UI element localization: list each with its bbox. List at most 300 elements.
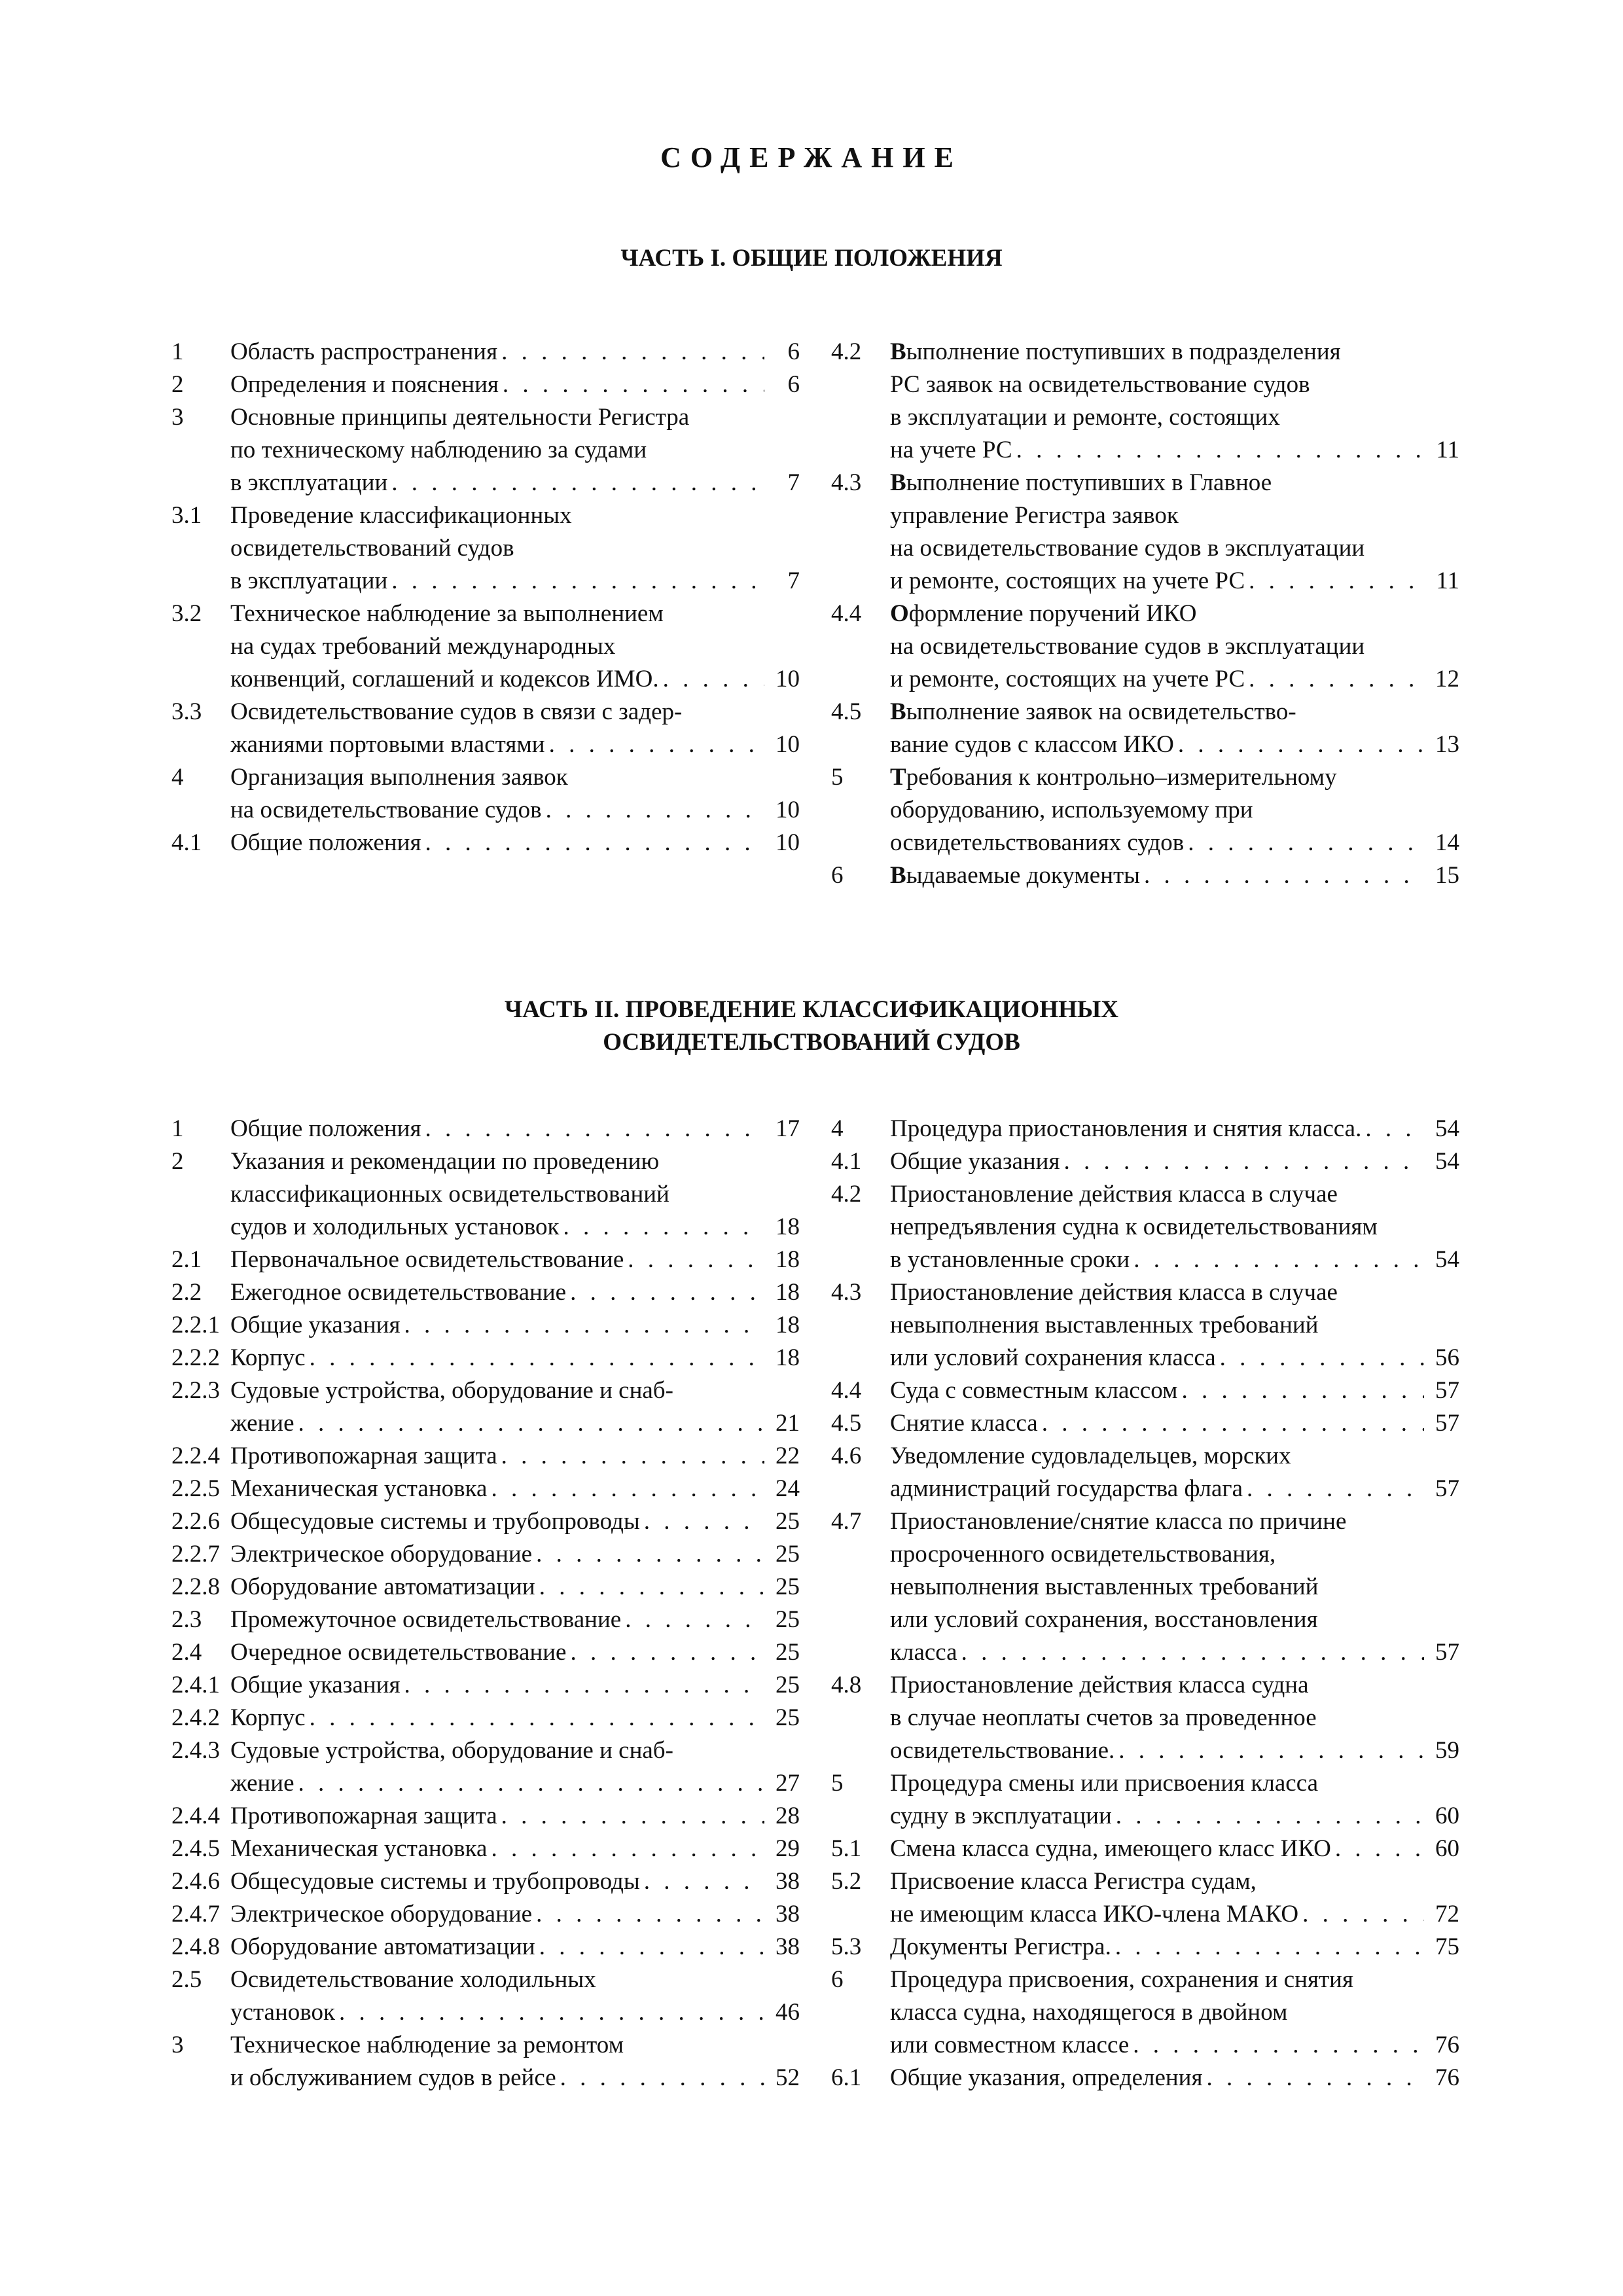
toc-entry-number: 4.1 bbox=[171, 829, 202, 856]
toc-entry-page: 13 bbox=[1435, 731, 1459, 758]
toc-entry-page: 25 bbox=[776, 1508, 800, 1535]
part1-heading: ЧАСТЬ I. ОБЩИЕ ПОЛОЖЕНИЯ bbox=[620, 245, 1003, 272]
toc-entry-page: 25 bbox=[776, 1541, 800, 1568]
toc-entry-title-line: по техническому наблюдению за судами bbox=[230, 437, 647, 463]
toc-entry-title-line: Противопожарная защита bbox=[230, 1443, 497, 1469]
toc-entry-page: 12 bbox=[1435, 666, 1459, 692]
toc-entry-title-line: Область распространения bbox=[230, 338, 498, 365]
toc-entry-page: 14 bbox=[1435, 829, 1459, 856]
toc-entry-number: 4 bbox=[171, 764, 184, 791]
toc-entry-number: 2.2.1 bbox=[171, 1312, 220, 1338]
dot-leader bbox=[1203, 2062, 1425, 2094]
toc-entry-page: 57 bbox=[1435, 1410, 1459, 1437]
toc-entry-title-line: в установленные сроки bbox=[890, 1246, 1130, 1273]
dot-leader bbox=[1174, 728, 1424, 761]
toc-entry-title-line: в случае неоплаты счетов за проведенное bbox=[890, 1704, 1317, 1731]
toc-entry-page: 29 bbox=[776, 1835, 800, 1862]
toc-entry-page: 76 bbox=[1435, 2064, 1459, 2091]
toc-entry bbox=[171, 1734, 800, 1800]
toc-entry-number: 2.3 bbox=[171, 1606, 202, 1633]
toc-entry-number: 2.4.1 bbox=[171, 1672, 220, 1698]
toc-entry-title-line: Очередное освидетельствование bbox=[230, 1639, 567, 1666]
dot-leader bbox=[1331, 1833, 1424, 1865]
toc-entry-title-line: или совместном классе bbox=[890, 2032, 1130, 2058]
toc-entry-title-line: или условий сохранения класса bbox=[890, 1344, 1216, 1371]
toc-entry bbox=[171, 1244, 800, 1276]
dot-leader bbox=[294, 1407, 764, 1440]
toc-entry bbox=[171, 1800, 800, 1833]
toc-entry-title-line: просроченного освидетельствования, bbox=[890, 1541, 1276, 1568]
toc-entry-title-line: освидетельствованиях судов bbox=[890, 829, 1185, 856]
toc-entry-number: 3.2 bbox=[171, 600, 202, 627]
toc-entry-page: 10 bbox=[776, 666, 800, 692]
toc-entry-number: 4.5 bbox=[831, 698, 862, 725]
toc-entry-number: 2.4.6 bbox=[171, 1868, 220, 1895]
toc-entry-title-line: Механическая установка bbox=[230, 1835, 488, 1862]
toc-entry-title-line: судов и холодильных установок bbox=[230, 1213, 560, 1240]
toc-entry-page: 18 bbox=[776, 1213, 800, 1240]
toc-entry-title-line: Судовые устройства, оборудование и снаб- bbox=[230, 1377, 673, 1404]
toc-entry-title-line: на судах требований международных bbox=[230, 633, 616, 660]
toc-entry-title-line: классификационных освидетельствований bbox=[230, 1181, 669, 1208]
toc-entry bbox=[171, 696, 800, 761]
toc-entry-title-line: на учете РС bbox=[890, 437, 1012, 463]
toc-entry-title-line: Общие указания, определения bbox=[890, 2064, 1203, 2091]
toc-entry-title-line: Требования к контрольно–измерительному bbox=[890, 764, 1337, 791]
toc-entry bbox=[171, 401, 800, 499]
toc-entry-title-line: Приостановление действия класса судна bbox=[890, 1672, 1309, 1698]
toc-entry-title-line: класса bbox=[890, 1639, 957, 1666]
dot-leader bbox=[487, 1473, 764, 1505]
toc-entry-title-line: Процедура присвоения, сохранения и снятия bbox=[890, 1966, 1353, 1993]
toc-entry-number: 4 bbox=[831, 1115, 844, 1142]
toc-entry-number: 5.3 bbox=[831, 1933, 862, 1960]
toc-entry bbox=[171, 1342, 800, 1374]
toc-entry-page: 54 bbox=[1435, 1246, 1459, 1273]
dot-leader bbox=[401, 1669, 764, 1702]
toc-entry-number: 2.4 bbox=[171, 1639, 202, 1666]
dot-leader bbox=[497, 336, 764, 368]
dot-leader bbox=[556, 2062, 764, 2094]
toc-entry bbox=[171, 761, 800, 827]
part2-left-column bbox=[171, 1113, 800, 2094]
dot-leader bbox=[1184, 827, 1424, 859]
dot-leader bbox=[532, 1538, 764, 1571]
toc-entry-number: 2.2.8 bbox=[171, 1573, 220, 1600]
toc-entry-title-line: Процедура приостановления и снятия класса. bbox=[890, 1115, 1362, 1142]
toc-entry-title-line: конвенций, соглашений и кодексов ИМО. bbox=[230, 666, 659, 692]
toc-entry-page: 57 bbox=[1435, 1475, 1459, 1502]
toc-entry-title-line: установок bbox=[230, 1999, 335, 2026]
dot-leader bbox=[1129, 2029, 1424, 2062]
toc-entry-page: 25 bbox=[776, 1704, 800, 1731]
dot-leader bbox=[535, 1571, 764, 1604]
toc-entry-number: 2.2.7 bbox=[171, 1541, 220, 1568]
toc-entry-page: 6 bbox=[787, 371, 800, 398]
part2-right-column bbox=[831, 1113, 1459, 2094]
toc-entry-page: 24 bbox=[776, 1475, 800, 1502]
toc-entry-page: 38 bbox=[776, 1901, 800, 1928]
toc-entry-title-line: на освидетельствование судов bbox=[230, 797, 542, 823]
toc-entry-title-line: Электрическое оборудование bbox=[230, 1541, 533, 1568]
toc-entry bbox=[171, 1865, 800, 1898]
toc-entry-title-line: в эксплуатации и ремонте, состоящих bbox=[890, 404, 1280, 431]
toc-entry-page: 15 bbox=[1435, 862, 1459, 889]
toc-entry-title-line: на освидетельствование судов в эксплуатации bbox=[890, 535, 1365, 562]
toc-entry-title-line: Основные принципы деятельности Регистра bbox=[230, 404, 690, 431]
toc-entry-number: 6 bbox=[831, 1966, 844, 1993]
toc-entry bbox=[171, 368, 800, 401]
toc-entry bbox=[831, 1669, 1459, 1767]
dot-leader bbox=[532, 1898, 764, 1931]
toc-entry bbox=[831, 1178, 1459, 1276]
toc-entry-title-line: освидетельствований судов bbox=[230, 535, 514, 562]
toc-entry bbox=[831, 1767, 1459, 1833]
toc-entry-title-line: Документы Регистра. bbox=[890, 1933, 1111, 1960]
toc-entry-page: 72 bbox=[1435, 1901, 1459, 1928]
dot-leader bbox=[1012, 434, 1424, 467]
toc-entry-number: 4.8 bbox=[831, 1672, 862, 1698]
dot-leader bbox=[306, 1702, 764, 1734]
toc-entry-page: 76 bbox=[1435, 2032, 1459, 2058]
toc-entry-page: 38 bbox=[776, 1933, 800, 1960]
toc-entry-number: 2.2.3 bbox=[171, 1377, 220, 1404]
toc-entry bbox=[831, 761, 1459, 859]
toc-entry-number: 2.4.3 bbox=[171, 1737, 220, 1764]
toc-entry-title-line: жение bbox=[230, 1770, 294, 1797]
toc-entry-title-line: Общие указания bbox=[890, 1148, 1060, 1175]
dot-leader bbox=[624, 1244, 764, 1276]
dot-leader bbox=[957, 1636, 1424, 1669]
dot-leader bbox=[421, 827, 764, 859]
toc-entry-title-line: Выполнение поступивших в подразделения bbox=[890, 338, 1341, 365]
toc-entry-title-line: Оборудование автоматизации bbox=[230, 1933, 535, 1960]
toc-entry-title-line: Оборудование автоматизации bbox=[230, 1573, 535, 1600]
toc-entry-number: 2.1 bbox=[171, 1246, 202, 1273]
toc-entry-title-line: управление Регистра заявок bbox=[890, 502, 1179, 529]
toc-entry-title-line: Общесудовые системы и трубопроводы bbox=[230, 1868, 640, 1895]
toc-entry-title-line: Ежегодное освидетельствование bbox=[230, 1279, 567, 1306]
toc-entry bbox=[831, 1276, 1459, 1374]
part1-right-column bbox=[831, 336, 1459, 892]
toc-entry bbox=[171, 827, 800, 859]
toc-entry-page: 18 bbox=[776, 1312, 800, 1338]
toc-entry-page: 54 bbox=[1435, 1115, 1459, 1142]
toc-entry-title-line: Указания и рекомендации по проведению bbox=[230, 1148, 660, 1175]
toc-entry-title-line: Выполнение поступивших в Главное bbox=[890, 469, 1272, 496]
dot-leader bbox=[545, 728, 764, 761]
toc-entry-number: 1 bbox=[171, 1115, 184, 1142]
toc-entry bbox=[171, 1538, 800, 1571]
dot-leader bbox=[387, 467, 764, 499]
toc-entry-title-line: Смена класса судна, имеющего класс ИКО bbox=[890, 1835, 1331, 1862]
dot-leader bbox=[387, 565, 764, 598]
toc-entry-title-line: Техническое наблюдение за выполнением bbox=[230, 600, 664, 627]
dot-leader bbox=[1245, 565, 1424, 598]
toc-entry-page: 18 bbox=[776, 1344, 800, 1371]
toc-entry-number: 2.2.4 bbox=[171, 1443, 220, 1469]
toc-entry-title-line: или условий сохранения, восстановления bbox=[890, 1606, 1318, 1633]
toc-entry-number: 2.4.5 bbox=[171, 1835, 220, 1862]
toc-entry bbox=[171, 1702, 800, 1734]
toc-entry bbox=[171, 1571, 800, 1604]
toc-entry bbox=[171, 1145, 800, 1244]
toc-entry-title-line: Уведомление судовладельцев, морских bbox=[890, 1443, 1291, 1469]
toc-entry-page: 59 bbox=[1435, 1737, 1459, 1764]
toc-entry-title-line: Оформление поручений ИКО bbox=[890, 600, 1197, 627]
toc-entry-number: 3.1 bbox=[171, 502, 202, 529]
dot-leader bbox=[335, 1996, 764, 2029]
toc-entry bbox=[831, 336, 1459, 467]
toc-entry-page: 38 bbox=[776, 1868, 800, 1895]
toc-entry bbox=[171, 1374, 800, 1440]
dot-leader bbox=[1038, 1407, 1424, 1440]
toc-entry-page: 21 bbox=[776, 1410, 800, 1437]
toc-entry-page: 6 bbox=[787, 338, 800, 365]
toc-entry-page: 52 bbox=[776, 2064, 800, 2091]
toc-entry-page: 25 bbox=[776, 1606, 800, 1633]
toc-entry bbox=[171, 1898, 800, 1931]
toc-entry-title-line: и обслуживанием судов в рейсе bbox=[230, 2064, 556, 2091]
toc-entry-page: 7 bbox=[787, 567, 800, 594]
toc-entry-title-line: вание судов с классом ИКО bbox=[890, 731, 1174, 758]
toc-entry-title-line: Снятие класса bbox=[890, 1410, 1038, 1437]
dot-leader bbox=[535, 1931, 764, 1964]
toc-entry-page: 57 bbox=[1435, 1639, 1459, 1666]
toc-entry-number: 3 bbox=[171, 404, 184, 431]
toc-entry bbox=[171, 1473, 800, 1505]
toc-entry-number: 4.6 bbox=[831, 1443, 862, 1469]
toc-entry bbox=[171, 1604, 800, 1636]
dot-leader bbox=[1361, 1113, 1424, 1145]
toc-entry bbox=[831, 1440, 1459, 1505]
toc-entry-number: 3 bbox=[171, 2032, 184, 2058]
toc-entry-title-line: Техническое наблюдение за ремонтом bbox=[230, 2032, 624, 2058]
dot-leader bbox=[621, 1604, 764, 1636]
toc-entry-title-line: Корпус bbox=[230, 1344, 306, 1371]
part2-heading-line1: ЧАСТЬ II. ПРОВЕДЕНИЕ КЛАССИФИКАЦИОННЫХ bbox=[505, 996, 1118, 1023]
toc-entry-number: 3.3 bbox=[171, 698, 202, 725]
toc-entry bbox=[831, 1407, 1459, 1440]
toc-entry-number: 2.4.2 bbox=[171, 1704, 220, 1731]
toc-entry-page: 60 bbox=[1435, 1803, 1459, 1829]
part2-heading bbox=[0, 994, 1623, 1059]
toc-entry-title-line: непредъявления судна к освидетельствованиям bbox=[890, 1213, 1378, 1240]
toc-entry-number: 5.1 bbox=[831, 1835, 862, 1862]
toc-entry bbox=[831, 2062, 1459, 2094]
toc-entry bbox=[171, 1113, 800, 1145]
toc-entry-title-line: Выполнение заявок на освидетельство- bbox=[890, 698, 1296, 725]
toc-entry-title-line: Общие указания bbox=[230, 1672, 401, 1698]
toc-entry-title-line: жение bbox=[230, 1410, 294, 1437]
dot-leader bbox=[1140, 859, 1424, 892]
toc-entry-number: 4.3 bbox=[831, 1279, 862, 1306]
toc-entry-title-line: Промежуточное освидетельствование bbox=[230, 1606, 622, 1633]
toc-entry-number: 4.2 bbox=[831, 1181, 862, 1208]
toc-entry-number: 4.3 bbox=[831, 469, 862, 496]
toc-entry-title-line: Суда с совместным классом bbox=[890, 1377, 1178, 1404]
toc-entry-page: 27 bbox=[776, 1770, 800, 1797]
toc-entry-number: 2.4.7 bbox=[171, 1901, 220, 1928]
toc-entry bbox=[171, 499, 800, 598]
toc-entry-title-line: Выдаваемые документы bbox=[890, 862, 1141, 889]
dot-leader bbox=[659, 663, 764, 696]
toc-entry-title-line: Процедура смены или присвоения класса bbox=[890, 1770, 1319, 1797]
dot-leader bbox=[306, 1342, 764, 1374]
dot-leader bbox=[566, 1636, 764, 1669]
toc-entry-page: 56 bbox=[1435, 1344, 1459, 1371]
toc-entry-title-line: невыполнения выставленных требований bbox=[890, 1312, 1319, 1338]
toc-entry bbox=[831, 1964, 1459, 2062]
toc-entry-page: 25 bbox=[776, 1573, 800, 1600]
toc-entry-title-line: Приостановление действия класса в случае bbox=[890, 1181, 1338, 1208]
toc-entry-title-line: жаниями портовыми властями bbox=[230, 731, 545, 758]
dot-leader bbox=[1112, 1800, 1424, 1833]
toc-entry-title-line: Общие положения bbox=[230, 829, 421, 856]
toc-entry-page: 54 bbox=[1435, 1148, 1459, 1175]
toc-entry bbox=[171, 2029, 800, 2094]
toc-entry-title-line: администраций государства флага bbox=[890, 1475, 1243, 1502]
dot-leader bbox=[497, 1440, 764, 1473]
toc-entry-number: 5 bbox=[831, 1770, 844, 1797]
toc-entry-number: 4.5 bbox=[831, 1410, 862, 1437]
toc-entry-number: 4.1 bbox=[831, 1148, 862, 1175]
toc-entry-page: 22 bbox=[776, 1443, 800, 1469]
toc-entry bbox=[171, 1505, 800, 1538]
toc-entry-title-line: и ремонте, состоящих на учете РС bbox=[890, 666, 1245, 692]
toc-entry-title-line: оборудованию, используемому при bbox=[890, 797, 1253, 823]
toc-entry bbox=[171, 1636, 800, 1669]
dot-leader bbox=[566, 1276, 764, 1309]
dot-leader bbox=[560, 1211, 764, 1244]
toc-entry-page: 75 bbox=[1435, 1933, 1459, 1960]
toc-entry bbox=[831, 859, 1459, 892]
dot-leader bbox=[497, 1800, 764, 1833]
toc-entry-number: 4.4 bbox=[831, 600, 862, 627]
toc-entry-title-line: Корпус bbox=[230, 1704, 306, 1731]
toc-entry-number: 2.5 bbox=[171, 1966, 202, 1993]
toc-entry bbox=[171, 1964, 800, 2029]
toc-entry bbox=[171, 336, 800, 368]
dot-leader bbox=[1130, 1244, 1424, 1276]
toc-entry bbox=[171, 1931, 800, 1964]
toc-entry-page: 25 bbox=[776, 1639, 800, 1666]
toc-entry bbox=[831, 1145, 1459, 1178]
toc-entry-title-line: Общесудовые системы и трубопроводы bbox=[230, 1508, 640, 1535]
toc-entry-number: 2 bbox=[171, 1148, 184, 1175]
toc-entry-page: 10 bbox=[776, 797, 800, 823]
toc-entry-page: 28 bbox=[776, 1803, 800, 1829]
toc-entry-number: 1 bbox=[171, 338, 184, 365]
toc-entry-title-line: Освидетельствование судов в связи с задер- bbox=[230, 698, 683, 725]
toc-entry-title-line: не имеющим класса ИКО-члена МАКО bbox=[890, 1901, 1299, 1928]
toc-entry-page: 18 bbox=[776, 1246, 800, 1273]
toc-entry-title-line: класса судна, находящегося в двойном bbox=[890, 1999, 1288, 2026]
toc-entry-title-line: РС заявок на освидетельствование судов bbox=[890, 371, 1310, 398]
part1-left-column bbox=[171, 336, 800, 859]
toc-entry-title-line: Механическая установка bbox=[230, 1475, 488, 1502]
toc-entry bbox=[171, 1276, 800, 1309]
toc-entry bbox=[831, 1833, 1459, 1865]
toc-entry-page: 11 bbox=[1436, 567, 1459, 594]
dot-leader bbox=[294, 1767, 764, 1800]
page-title: СОДЕРЖАНИЕ bbox=[660, 141, 963, 173]
toc-entry bbox=[831, 696, 1459, 761]
toc-entry bbox=[831, 1374, 1459, 1407]
toc-entry-title-line: Определения и пояснения bbox=[230, 371, 499, 398]
dot-leader bbox=[542, 794, 764, 827]
toc-entry-number: 2.4.8 bbox=[171, 1933, 220, 1960]
toc-entry bbox=[171, 1309, 800, 1342]
dot-leader bbox=[1177, 1374, 1424, 1407]
toc-entry-title-line: Первоначальное освидетельствование bbox=[230, 1246, 624, 1273]
toc-entry-title-line: в эксплуатации bbox=[230, 567, 388, 594]
toc-entry-number: 2.2.5 bbox=[171, 1475, 220, 1502]
toc-entry-page: 10 bbox=[776, 731, 800, 758]
toc-entry-number: 5 bbox=[831, 764, 844, 791]
toc-entry-number: 2.2.6 bbox=[171, 1508, 220, 1535]
toc-entry-title-line: Электрическое оборудование bbox=[230, 1901, 533, 1928]
toc-entry-number: 2.4.4 bbox=[171, 1803, 220, 1829]
toc-entry-number: 5.2 bbox=[831, 1868, 862, 1895]
toc-entry-number: 6.1 bbox=[831, 2064, 862, 2091]
toc-entry-title-line: Общие положения bbox=[230, 1115, 421, 1142]
toc-entry-number: 2.2.2 bbox=[171, 1344, 220, 1371]
toc-entry bbox=[171, 598, 800, 696]
toc-entry-page: 17 bbox=[776, 1115, 800, 1142]
part2-heading-line2: ОСВИДЕТЕЛЬСТВОВАНИЙ СУДОВ bbox=[603, 1029, 1020, 1056]
toc-entry-number: 4.4 bbox=[831, 1377, 862, 1404]
toc-entry-number: 4.7 bbox=[831, 1508, 862, 1535]
toc-entry-title-line: и ремонте, состоящих на учете РС bbox=[890, 567, 1245, 594]
toc-entry-page: 7 bbox=[787, 469, 800, 496]
dot-leader bbox=[421, 1113, 764, 1145]
dot-leader bbox=[640, 1505, 764, 1538]
toc-entry-title-line: в эксплуатации bbox=[230, 469, 388, 496]
toc-entry-page: 10 bbox=[776, 829, 800, 856]
toc-entry-page: 57 bbox=[1435, 1377, 1459, 1404]
toc-entry-title-line: Общие указания bbox=[230, 1312, 401, 1338]
toc-entry-title-line: Противопожарная защита bbox=[230, 1803, 497, 1829]
dot-leader bbox=[640, 1865, 764, 1898]
toc-entry-title-line: Присвоение класса Регистра судам, bbox=[890, 1868, 1257, 1895]
toc-entry-number: 2 bbox=[171, 371, 184, 398]
dot-leader bbox=[499, 368, 764, 401]
dot-leader bbox=[401, 1309, 764, 1342]
toc-entry-page: 25 bbox=[776, 1672, 800, 1698]
toc-entry bbox=[831, 467, 1459, 598]
toc-entry-title-line: Проведение классификационных bbox=[230, 502, 572, 529]
toc-entry bbox=[831, 1865, 1459, 1931]
toc-entry-title-line: освидетельствование. bbox=[890, 1737, 1115, 1764]
toc-entry bbox=[831, 1505, 1459, 1669]
toc-entry-page: 18 bbox=[776, 1279, 800, 1306]
toc-entry-title-line: судну в эксплуатации bbox=[890, 1803, 1112, 1829]
toc-entry-title-line: невыполнения выставленных требований bbox=[890, 1573, 1319, 1600]
toc-entry bbox=[831, 598, 1459, 696]
dot-leader bbox=[1060, 1145, 1424, 1178]
toc-entry bbox=[171, 1833, 800, 1865]
toc-entry bbox=[171, 1440, 800, 1473]
toc-entry-page: 46 bbox=[776, 1999, 800, 2026]
toc-entry bbox=[831, 1113, 1459, 1145]
toc-entry-title-line: Освидетельствование холодильных bbox=[230, 1966, 596, 1993]
toc-entry-title-line: Приостановление действия класса в случае bbox=[890, 1279, 1338, 1306]
dot-leader bbox=[1216, 1342, 1424, 1374]
toc-entry-title-line: Организация выполнения заявок bbox=[230, 764, 568, 791]
toc-entry-title-line: на освидетельствование судов в эксплуатации bbox=[890, 633, 1365, 660]
toc-entry bbox=[831, 1931, 1459, 1964]
